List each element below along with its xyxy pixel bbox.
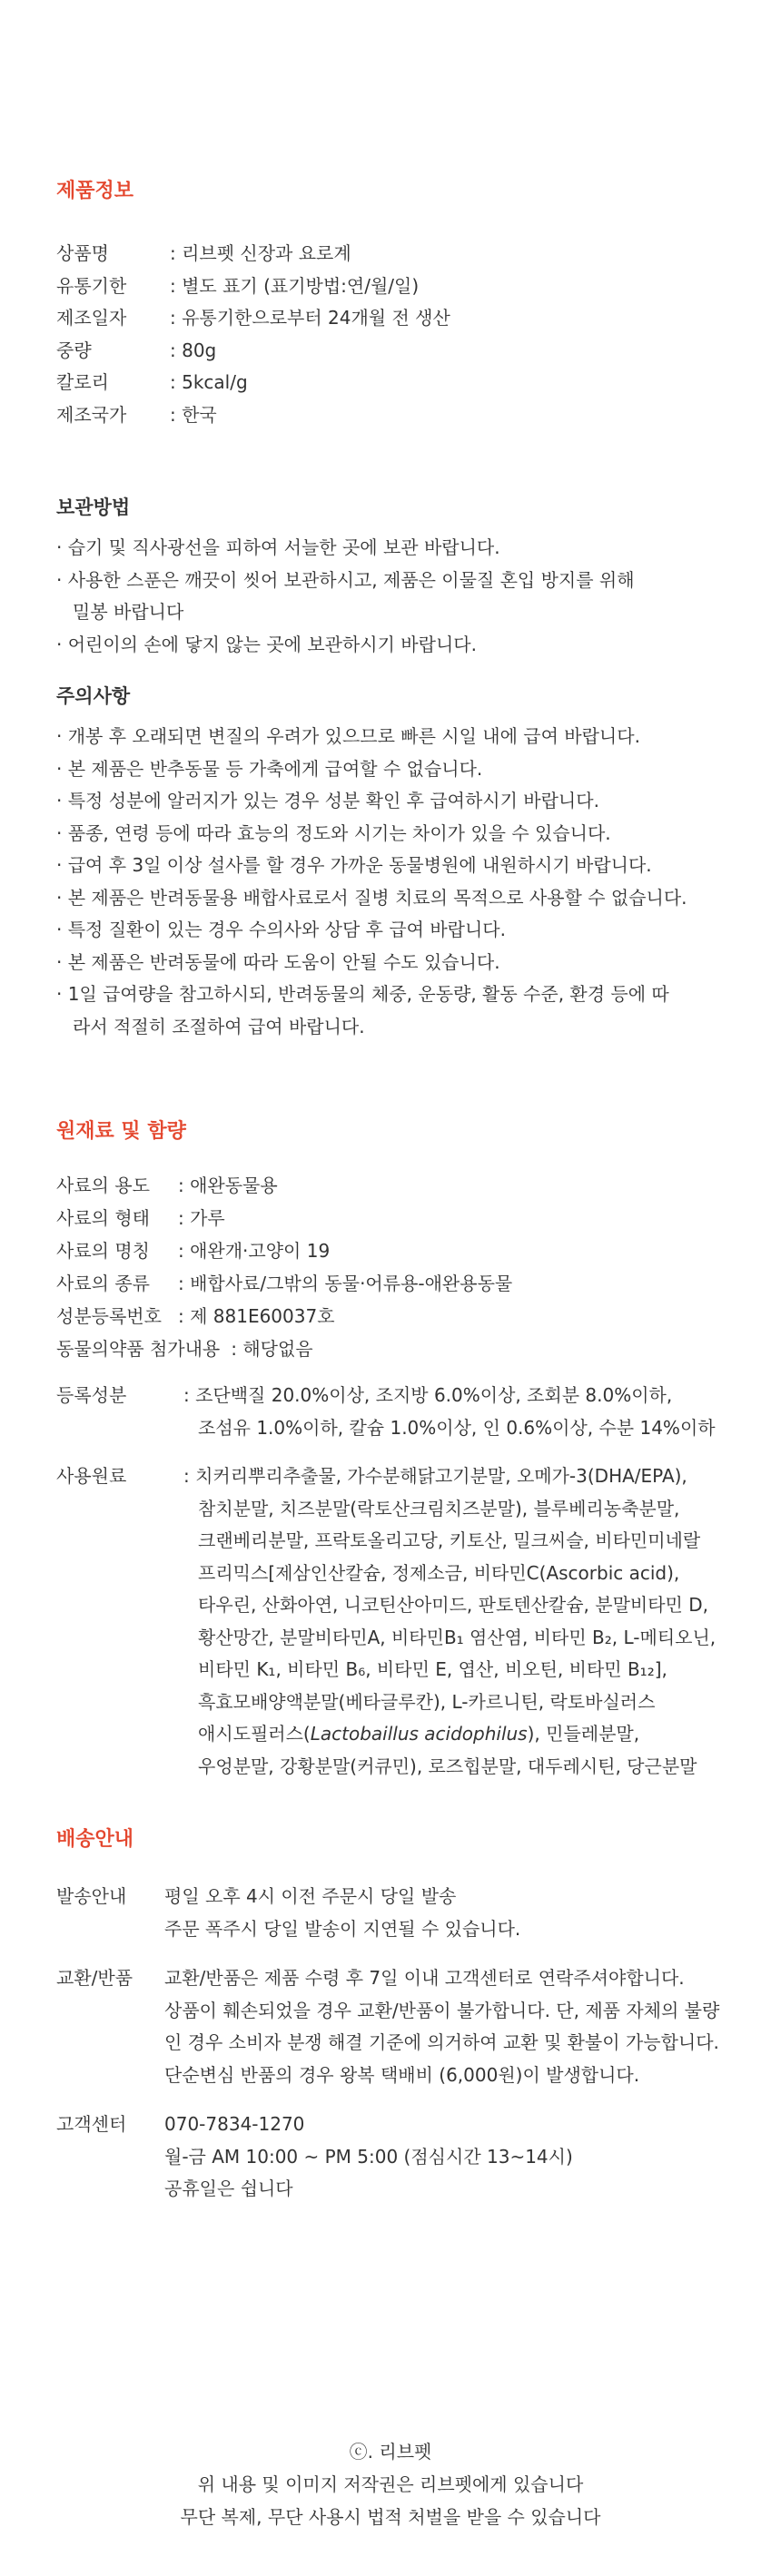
- block-line: 흑효모배양액분말(베타글루칸), L-카르니틴, 락토바실러스: [198, 1690, 656, 1713]
- product-info-list: [56, 238, 745, 431]
- list-item-text: · 어린이의 손에 닿지 않는 곳에 보관하시기 바랍니다.: [56, 633, 477, 655]
- block-line: : 치커리뿌리추출물, 가수분해닭고기분말, 오메가-3(DHA/EPA),: [183, 1465, 687, 1487]
- info-label: 중량: [56, 339, 92, 361]
- block-lines: [164, 2109, 745, 2206]
- list-item-text: · 급여 후 3일 이상 설사를 할 경우 가까운 동물병원에 내원하시기 바랍니다.: [56, 854, 652, 876]
- shipping-dispatch: [56, 1881, 745, 1945]
- shipping-returns: [56, 1962, 745, 2091]
- block-line: 참치분말, 치즈분말(락토산크림치즈분말), 블루베리농축분말,: [198, 1497, 680, 1519]
- list-item: [56, 882, 745, 915]
- list-item-text: · 사용한 스푼은 깨끗이 씻어 보관하시고, 제품은 이물질 혼입 방지를 위해: [56, 568, 635, 591]
- info-row: [56, 270, 745, 303]
- block-line: 우엉분말, 강황분말(커큐민), 로즈힙분말, 대두레시틴, 당근분말: [198, 1755, 697, 1777]
- block-line: : 조단백질 20.0%이상, 조지방 6.0%이상, 조회분 8.0%이하,: [183, 1384, 673, 1406]
- info-row: [56, 1234, 745, 1267]
- list-item: [56, 947, 745, 979]
- info-label: 상품명: [56, 242, 109, 264]
- block-lines: [183, 1460, 745, 1783]
- info-value: : 리브펫 신장과 요로계: [170, 242, 351, 264]
- ingredients-section: [56, 1118, 745, 1783]
- section-title: 배송안내: [56, 1828, 134, 1851]
- info-label: 제조국가: [56, 403, 127, 426]
- list-item-continuation: 라서 적절히 조절하여 급여 바랍니다.: [73, 1015, 365, 1037]
- list-item: [56, 850, 745, 882]
- shipping-customer-center: [56, 2109, 745, 2206]
- info-label: 동물의약품 첨가내용: [56, 1338, 221, 1360]
- storage-title: 보관방법: [56, 497, 131, 518]
- info-row: [56, 302, 745, 335]
- info-label: 유통기한: [56, 274, 127, 297]
- block-label: 등록성분: [56, 1384, 127, 1406]
- block-line: 비타민 K₁, 비타민 B₆, 비타민 E, 엽산, 비오틴, 비타민 B₁₂],: [198, 1658, 667, 1680]
- info-row: [56, 1300, 745, 1332]
- block-line: 프리믹스[제삼인산칼슘, 정제소금, 비타민C(Ascorbic acid),: [198, 1561, 680, 1584]
- info-value: : 해당없음: [231, 1338, 313, 1360]
- shipping-section: [56, 1826, 745, 2206]
- section-title: 원재료 및 함량: [56, 1120, 186, 1143]
- product-info-section: [56, 178, 745, 431]
- info-row: [56, 1169, 745, 1202]
- list-item: [56, 818, 745, 850]
- block-line: 단순변심 반품의 경우 왕복 택배비 (6,000원)이 발생합니다.: [164, 2063, 640, 2086]
- info-row: [56, 238, 745, 270]
- block-line: 교환/반품은 제품 수령 후 7일 이내 고객센터로 연락주셔야합니다.: [164, 1967, 685, 1989]
- cautions-title: 주의사항: [56, 685, 131, 707]
- storage-section: [56, 494, 745, 661]
- registered-components: [56, 1380, 745, 1444]
- info-value: : 유통기한으로부터 24개월 전 생산: [170, 307, 450, 329]
- block-label: 교환/반품: [56, 1967, 133, 1989]
- copyright-warning: 무단 복제, 무단 사용시 법적 처벌을 받을 수 있습니다: [180, 2506, 601, 2528]
- list-item: [56, 721, 745, 753]
- info-row: [56, 335, 745, 368]
- info-value: : 한국: [170, 403, 217, 426]
- block-line: 월-금 AM 10:00 ~ PM 5:00 (점심시간 13~14시): [164, 2145, 573, 2168]
- info-row: [56, 367, 745, 399]
- list-item: [56, 629, 745, 662]
- block-line: 조섬유 1.0%이하, 칼슘 1.0%이상, 인 0.6%이상, 수분 14%이하: [198, 1416, 716, 1439]
- copyright-notice: 위 내용 및 이미지 저작권은 리브펫에게 있습니다: [197, 2473, 584, 2495]
- info-row: [56, 399, 745, 432]
- info-value: : 제 881E60037호: [178, 1305, 335, 1327]
- info-label: 제조일자: [56, 307, 127, 329]
- list-item-text: · 개봉 후 오래되면 변질의 우려가 있으므로 빠른 시일 내에 급여 바랍니다.: [56, 725, 640, 747]
- list-item-text: · 본 제품은 반려동물용 배합사료로서 질병 치료의 목적으로 사용할 수 없습니다.: [56, 886, 687, 909]
- info-row: [56, 1267, 745, 1300]
- list-item-continuation: 밀봉 바랍니다: [73, 601, 184, 623]
- list-item-text: · 특정 질환이 있는 경우 수의사와 상담 후 급여 바랍니다.: [56, 919, 506, 940]
- block-line: 상품이 훼손되었을 경우 교환/반품이 불가합니다. 단, 제품 자체의 불량: [164, 1999, 720, 2021]
- info-label: 사료의 종류: [56, 1273, 150, 1294]
- block-line: 황산망간, 분말비타민A, 비타민B₁ 염산염, 비타민 B₂, L-메티오닌,: [198, 1626, 717, 1648]
- block-label: 고객센터: [56, 2113, 127, 2135]
- block-line: 평일 오후 4시 이전 주문시 당일 발송: [164, 1885, 457, 1907]
- list-item: [56, 978, 745, 1043]
- list-item-text: · 1일 급여량을 참고하시되, 반려동물의 체중, 운동량, 활동 수준, 환경 등에 따: [56, 983, 669, 1005]
- list-item-text: · 본 제품은 반려동물에 따라 도움이 안될 수도 있습니다.: [56, 950, 500, 973]
- info-row: [56, 1202, 745, 1234]
- list-item-text: · 습기 및 직사광선을 피하여 서늘한 곳에 보관 바랍니다.: [56, 536, 500, 558]
- info-label: 사료의 형태: [56, 1207, 150, 1229]
- block-lines: [164, 1962, 745, 2091]
- info-value: : 별도 표기 (표기방법:연/월/일): [170, 274, 420, 297]
- info-label: 칼로리: [56, 371, 109, 393]
- info-label: 사료의 용도: [56, 1175, 150, 1196]
- list-item: [56, 565, 745, 629]
- storage-list: [56, 532, 745, 661]
- section-title: 제품정보: [56, 180, 134, 202]
- block-line: 인 경우 소비자 분쟁 해결 기준에 의거하여 교환 및 환불이 가능합니다.: [164, 2031, 719, 2053]
- info-value: : 애완동물용: [178, 1175, 278, 1196]
- info-value: : 80g: [170, 339, 217, 361]
- raw-materials: [56, 1460, 745, 1783]
- list-item: [56, 532, 745, 565]
- cautions-section: [56, 683, 745, 1043]
- block-label: 사용원료: [56, 1465, 127, 1487]
- list-item: [56, 914, 745, 947]
- info-value: : 배합사료/그밖의 동물·어류용-애완용동물: [178, 1273, 513, 1294]
- info-value: : 애완개·고양이 19: [178, 1240, 331, 1262]
- list-item-text: · 품종, 연령 등에 따라 효능의 정도와 시기는 차이가 있을 수 있습니다.: [56, 821, 611, 844]
- block-lines: [164, 1881, 745, 1945]
- info-row: [56, 1332, 745, 1365]
- cautions-list: [56, 721, 745, 1043]
- footer: [0, 2435, 781, 2533]
- phone-number[interactable]: 070-7834-1270: [164, 2113, 305, 2135]
- block-line: 애시도필러스(Lactobaillus acidophilus), 민들레분말,: [198, 1723, 640, 1745]
- copyright-brand: ⓒ. 리브펫: [349, 2441, 432, 2463]
- list-item-text: · 본 제품은 반추동물 등 가축에게 급여할 수 없습니다.: [56, 757, 483, 780]
- block-lines: [183, 1380, 745, 1444]
- info-label: 사료의 명칭: [56, 1240, 150, 1262]
- block-line: 크랜베리분말, 프락토올리고당, 키토산, 밀크씨슬, 비타민미네랄: [198, 1529, 701, 1551]
- info-label: 성분등록번호: [56, 1305, 162, 1327]
- block-label: 발송안내: [56, 1885, 127, 1907]
- block-line: 공휴일은 쉽니다: [164, 2178, 293, 2199]
- feed-info-list: [56, 1169, 745, 1365]
- block-line: 타우린, 산화아연, 니코틴산아미드, 판토텐산칼슘, 분말비타민 D,: [198, 1594, 708, 1616]
- block-line: 주문 폭주시 당일 발송이 지연될 수 있습니다.: [164, 1917, 521, 1940]
- list-item: [56, 785, 745, 818]
- info-value: : 가루: [178, 1207, 225, 1229]
- info-value: : 5kcal/g: [170, 371, 248, 393]
- list-item-text: · 특정 성분에 알러지가 있는 경우 성분 확인 후 급여하시기 바랍니다.: [56, 790, 599, 811]
- list-item: [56, 753, 745, 786]
